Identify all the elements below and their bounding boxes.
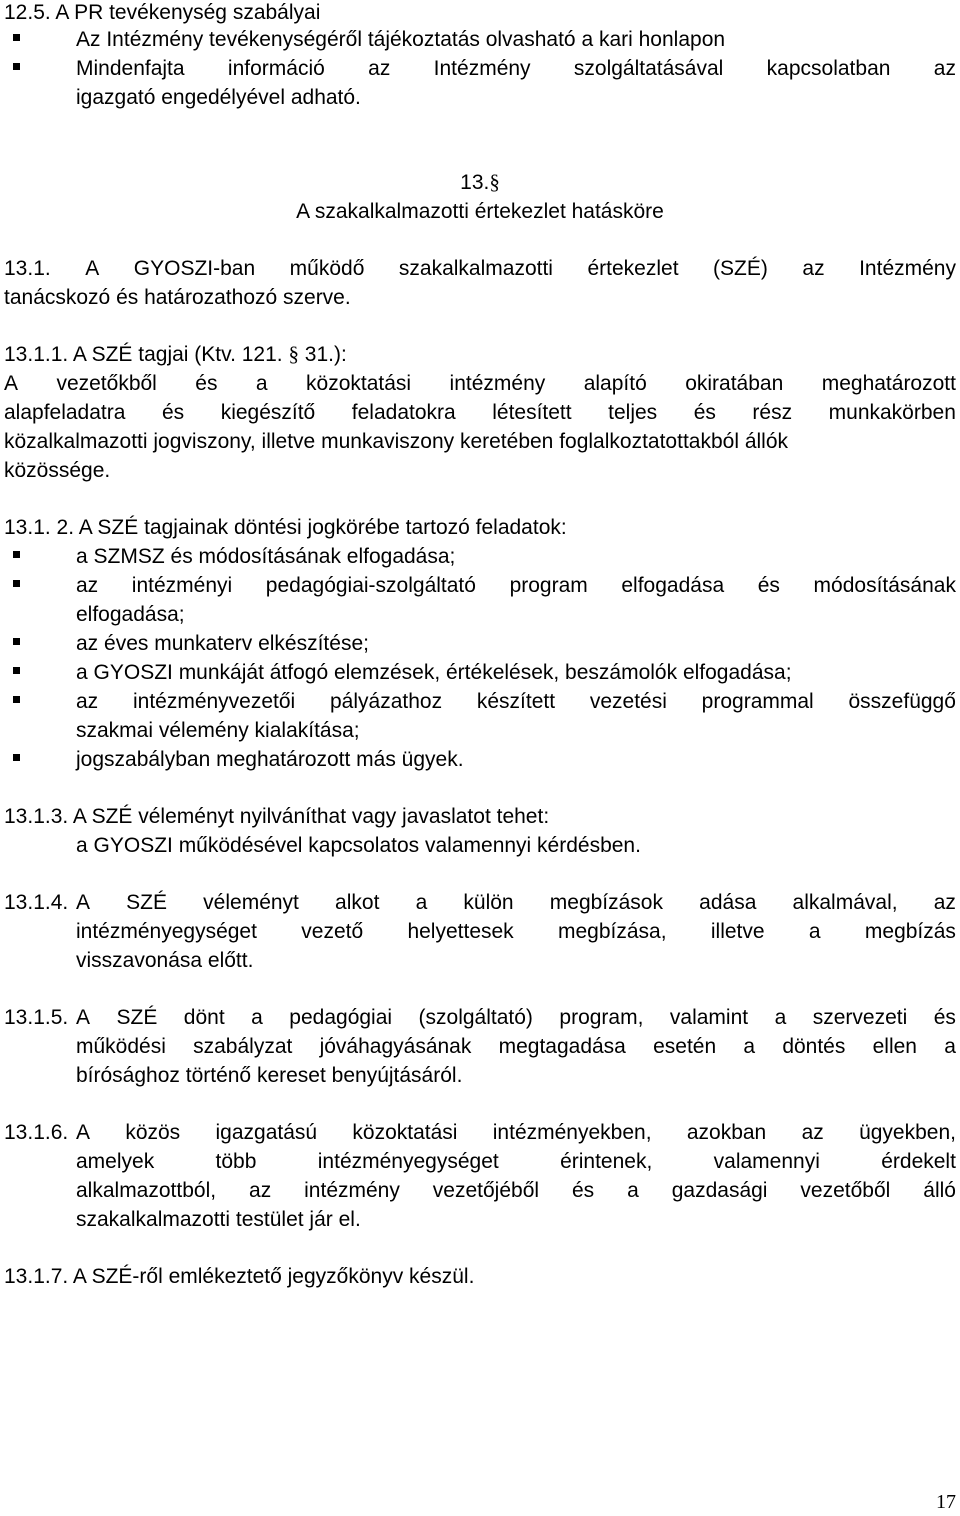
paragraph-13-1-line: tanácskozó és határozathozó szerve. bbox=[4, 286, 351, 309]
paragraph-13-1-1-line: közössége. bbox=[4, 459, 111, 482]
chapter-number: 13.§ bbox=[460, 170, 500, 194]
paragraph-13-1-6-line: A közös igazgatású közoktatási intézményekben, azokban az ügyekben, bbox=[76, 1121, 956, 1144]
paragraph-13-1-6-line: szakalkalmazotti testület jár el. bbox=[76, 1208, 361, 1231]
list-item: az éves munkaterv elkészítése; bbox=[76, 632, 369, 655]
list-item: Mindenfajta információ az Intézmény szolgáltatásával kapcsolatban az bbox=[76, 57, 956, 80]
paragraph-13-1-2-title: 13.1. 2. A SZÉ tagjainak döntési jogkörébe tartozó feladatok: bbox=[4, 516, 567, 539]
paragraph-13-1-1-line: alapfeladatra és kiegészítő feladatokra létesített teljes és rész munkakörben bbox=[4, 401, 956, 424]
bullet-icon bbox=[13, 63, 20, 70]
paragraph-number: 13.1.5. bbox=[4, 1006, 69, 1029]
paragraph-13-1-1-title: 13.1.1. A SZÉ tagjai (Ktv. 121. § 31.): bbox=[4, 342, 347, 366]
list-item: a GYOSZI munkáját átfogó elemzések, értékelések, beszámolók elfogadása; bbox=[76, 661, 792, 684]
paragraph-13-1-6-line: alkalmazottból, az intézmény vezetőjéből és a gazdasági vezetőből álló bbox=[76, 1179, 956, 1202]
bullet-icon bbox=[13, 551, 20, 558]
paragraph-number: 13.1.4. bbox=[4, 891, 69, 914]
paragraph-13-1-4-line: A SZÉ véleményt alkot a külön megbízások adása alkalmával, az bbox=[76, 891, 956, 914]
bullet-icon bbox=[13, 754, 20, 761]
paragraph-13-1-3-line: a GYOSZI működésével kapcsolatos valamennyi kérdésben. bbox=[76, 834, 641, 857]
bullet-icon bbox=[13, 667, 20, 674]
list-item-continuation: szakmai vélemény kialakítása; bbox=[76, 719, 360, 742]
list-item-continuation: elfogadása; bbox=[76, 603, 185, 626]
paragraph-13-1-5-line: működési szabályzat jóváhagyásának megtagadása esetén a döntés ellen a bbox=[76, 1035, 956, 1058]
paragraph-13-1-5-line: A SZÉ dönt a pedagógiai (szolgáltató) program, valamint a szervezeti és bbox=[76, 1006, 956, 1029]
bullet-icon bbox=[13, 34, 20, 41]
paragraph-13-1-1-line: közalkalmazotti jogviszony, illetve munkaviszony keretében foglalkoztatottakból állók bbox=[4, 430, 789, 453]
chapter-title: A szakalkalmazotti értekezlet hatásköre bbox=[296, 200, 664, 223]
paragraph-number: 13.1.6. bbox=[4, 1121, 69, 1144]
paragraph-13-1-6-line: amelyek több intézményegységet érintenek, valamennyi érdekelt bbox=[76, 1150, 956, 1173]
paragraph-13-1-3-line: 13.1.3. A SZÉ véleményt nyilváníthat vagy javaslatot tehet: bbox=[4, 805, 550, 828]
paragraph-13-1-4-line: intézményegységet vezető helyettesek megbízása, illetve a megbízás bbox=[76, 920, 956, 943]
bullet-icon bbox=[13, 696, 20, 703]
section-sign-icon: § bbox=[489, 170, 500, 194]
paragraph-13-1-1-line: A vezetőkből és a közoktatási intézmény alapító okiratában meghatározott bbox=[4, 372, 956, 395]
bullet-icon bbox=[13, 638, 20, 645]
page-number: 17 bbox=[936, 1491, 956, 1513]
list-item: az intézményvezetői pályázathoz készített vezetési programmal összefüggő bbox=[76, 690, 956, 713]
bullet-icon bbox=[13, 580, 20, 587]
paragraph-13-1-4-line: visszavonása előtt. bbox=[76, 949, 254, 972]
paragraph-13-1-5-line: bírósághoz történő kereset benyújtásáról. bbox=[76, 1064, 463, 1087]
list-item: a SZMSZ és módosításának elfogadása; bbox=[76, 545, 456, 568]
paragraph-13-1-7: 13.1.7. A SZÉ-ről emlékeztető jegyzőkönyv készül. bbox=[4, 1265, 475, 1288]
list-item: az intézményi pedagógiai-szolgáltató program elfogadása és módosításának bbox=[76, 574, 956, 597]
paragraph-13-1-line: 13.1. A GYOSZI-ban működő szakalkalmazotti értekezlet (SZÉ) az Intézmény bbox=[4, 257, 956, 280]
section-sign-icon: § bbox=[288, 342, 299, 366]
section-heading-12-5: 12.5. A PR tevékenység szabályai bbox=[4, 1, 321, 24]
list-item: Az Intézmény tevékenységéről tájékoztatás olvasható a kari honlapon bbox=[76, 28, 726, 51]
list-item: jogszabályban meghatározott más ügyek. bbox=[76, 748, 464, 771]
list-item-continuation: igazgató engedélyével adható. bbox=[76, 86, 361, 109]
